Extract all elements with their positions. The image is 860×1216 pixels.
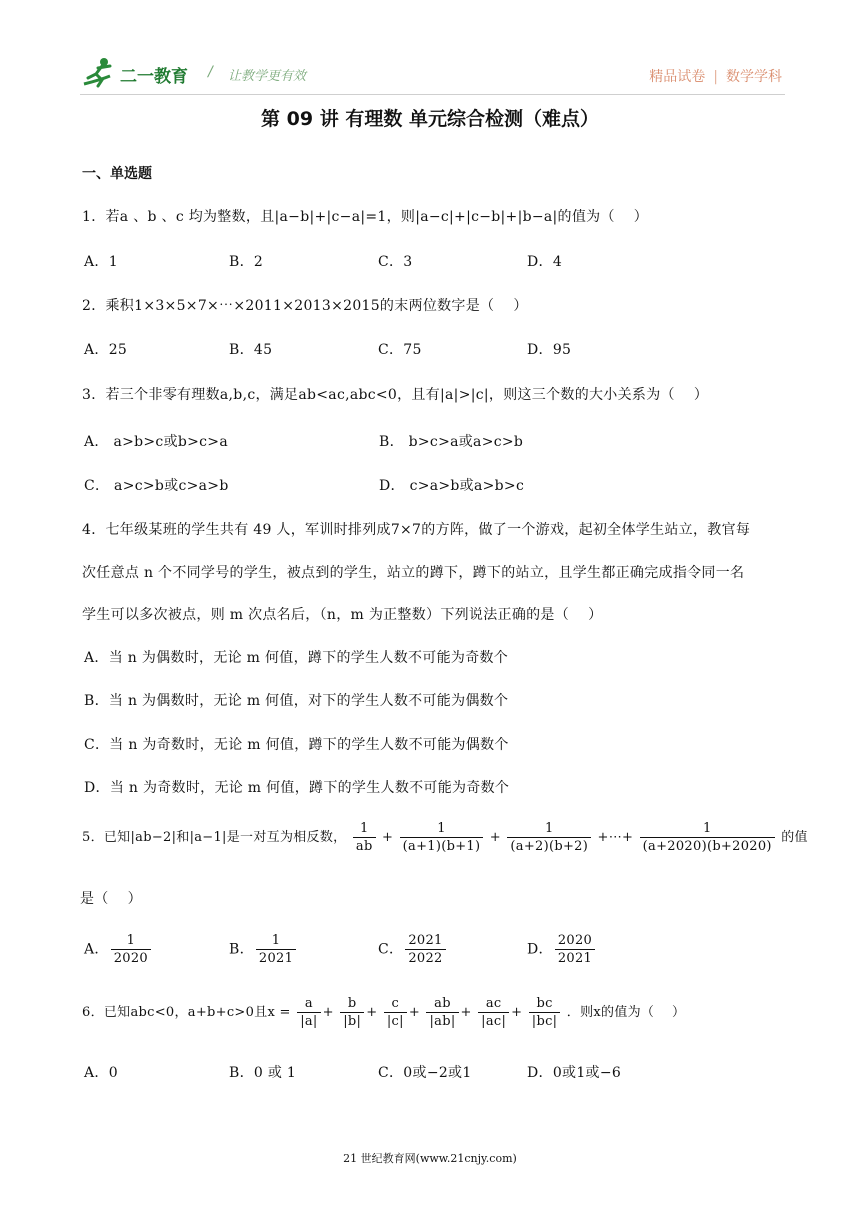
question-5-option-b: B． $\frac{1}{2021}$ <box>229 932 298 967</box>
question-2-stem: 2．乘积1×3×5×7×⋯×2011×2013×2015的末两位数字是（ ） <box>82 298 528 314</box>
question-6-stem-b: ．则x的值为（ ） <box>566 1005 686 1020</box>
question-6-option-c: C．0或−2或1 <box>378 1065 472 1081</box>
question-4-stem-line-1: 4．七年级某班的学生共有 49 人，军训时排列成7×7的方阵，做了一个游戏，起初全体学生站立，教官每 <box>82 522 751 538</box>
slogan-divider: / <box>208 64 213 80</box>
tag-separator: | <box>713 69 718 85</box>
slogan: 让教学更有效 <box>228 69 307 84</box>
question-3-stem: 3．若三个非零有理数a,b,c，满足ab<ac,abc<0，且有|a|>|c|，则这三个数的大小关系为（ ） <box>82 387 709 403</box>
question-1-option-c: C．3 <box>378 254 413 270</box>
question-5-stem <box>82 820 808 855</box>
question-6-fraction-2: $\frac{b}{|b|}$ <box>340 995 364 1030</box>
question-6-option-d: D．0或1或−6 <box>527 1065 622 1081</box>
question-4-option-b: B．当 n 为偶数时，无论 m 何值，对下的学生人数不可能为偶数个 <box>84 693 509 709</box>
question-3-option-d: D． c>a>b或a>b>c <box>379 478 525 494</box>
question-5-option-a: A． $\frac{1}{2020}$ <box>84 932 153 967</box>
question-4-option-a: A．当 n 为偶数时，无论 m 何值，蹲下的学生人数不可能为奇数个 <box>84 650 509 666</box>
question-2-option-d: D．95 <box>527 342 572 358</box>
question-6-option-b: B．0 或 1 <box>229 1065 297 1081</box>
tag-left: 精品试卷 <box>649 69 706 85</box>
header-tags <box>649 66 782 86</box>
question-1-option-b: B．2 <box>229 254 264 270</box>
question-6-fraction-1: $\frac{a}{|a|}$ <box>297 995 320 1030</box>
question-3-option-b: B． b>c>a或a>c>b <box>379 434 524 450</box>
question-6-option-a: A．0 <box>84 1065 118 1081</box>
question-6-fraction-3: $\frac{c}{|c|}$ <box>384 995 407 1030</box>
question-5-option-c: C． $\frac{2021}{2022}$ <box>378 932 448 967</box>
question-2-option-b: B．45 <box>229 342 273 358</box>
question-1-stem: 1．若a 、b 、c 均为整数，且|a−b|+|c−a|=1，则|a−c|+|c−b|+|b−a|的值为（ ） <box>82 209 649 225</box>
question-2-option-c: C．75 <box>378 342 422 358</box>
question-4-option-d: D．当 n 为奇数时，无论 m 何值，蹲下的学生人数不可能为奇数个 <box>84 780 510 796</box>
question-5-stem-a: 5．已知|ab−2|和|a−1|是一对互为相反数， <box>82 830 347 845</box>
plus-sign: + <box>489 830 501 845</box>
question-4-stem-line-3: 学生可以多次被点，则 m 次点名后，（n，m 为正整数）下列说法正确的是（ ） <box>82 607 603 623</box>
question-5-fraction-1: $\frac{1}{ab}$ <box>353 820 376 855</box>
question-3-option-a: A． a>b>c或b>c>a <box>84 434 228 450</box>
page-footer: 21 世纪教育网(www.21cnjy.com) <box>343 1152 517 1165</box>
plus-sign: + <box>382 830 394 845</box>
question-5-fraction-4: $\frac{1}{(a+2020)(b+2020)}$ <box>640 820 775 855</box>
question-6-stem-a: 6．已知abc<0，a+b+c>0且x = <box>82 1005 291 1020</box>
logo-name: 二一教育 <box>120 67 188 87</box>
question-2-option-a: A．25 <box>84 342 128 358</box>
question-1-option-a: A．1 <box>84 254 118 270</box>
question-3-option-c: C． a>c>b或c>a>b <box>84 478 229 494</box>
question-5-fraction-3: $\frac{1}{(a+2)(b+2)}$ <box>507 820 591 855</box>
question-4-option-c: C．当 n 为奇数时，无论 m 何值，蹲下的学生人数不可能为偶数个 <box>84 737 509 753</box>
question-6-fraction-4: $\frac{ab}{|ab|}$ <box>426 995 458 1030</box>
question-5-stem-b: 的值 <box>781 830 808 845</box>
question-6-fraction-5: $\frac{ac}{|ac|}$ <box>478 995 509 1030</box>
brand-logo <box>80 56 320 90</box>
section-heading: 一、单选题 <box>82 166 152 182</box>
question-5-stem-c: 是（ ） <box>80 891 142 907</box>
header-rule <box>80 94 785 95</box>
page-title: 第 09 讲 有理数 单元综合检测（难点） <box>261 108 599 130</box>
question-5-fraction-2: $\frac{1}{(a+1)(b+1)}$ <box>400 820 484 855</box>
question-6-stem: 6．已知abc<0，a+b+c>0且x = $\frac{a}{|a|}$ + $\frac{b}{|b|}$ + $\frac{c}{|c|}$ + $\frac{ab}{|ab|}$ + $\frac{ac}{|ac|}$ + $\frac{bc}{|bc|}$ ．则x的值为（ ） <box>82 996 686 1029</box>
question-4-stem-line-2: 次任意点 n 个不同学号的学生，被点到的学生，站立的蹲下，蹲下的站立，且学生都正确完成指令同一名 <box>82 565 745 581</box>
question-5-option-d: D． $\frac{2020}{2021}$ <box>527 932 597 967</box>
question-6-fraction-6: $\frac{bc}{|bc|}$ <box>529 995 561 1030</box>
tag-right: 数学学科 <box>726 69 782 85</box>
question-1-option-d: D．4 <box>527 254 563 270</box>
ellipsis-sign: +⋯+ <box>597 830 634 845</box>
